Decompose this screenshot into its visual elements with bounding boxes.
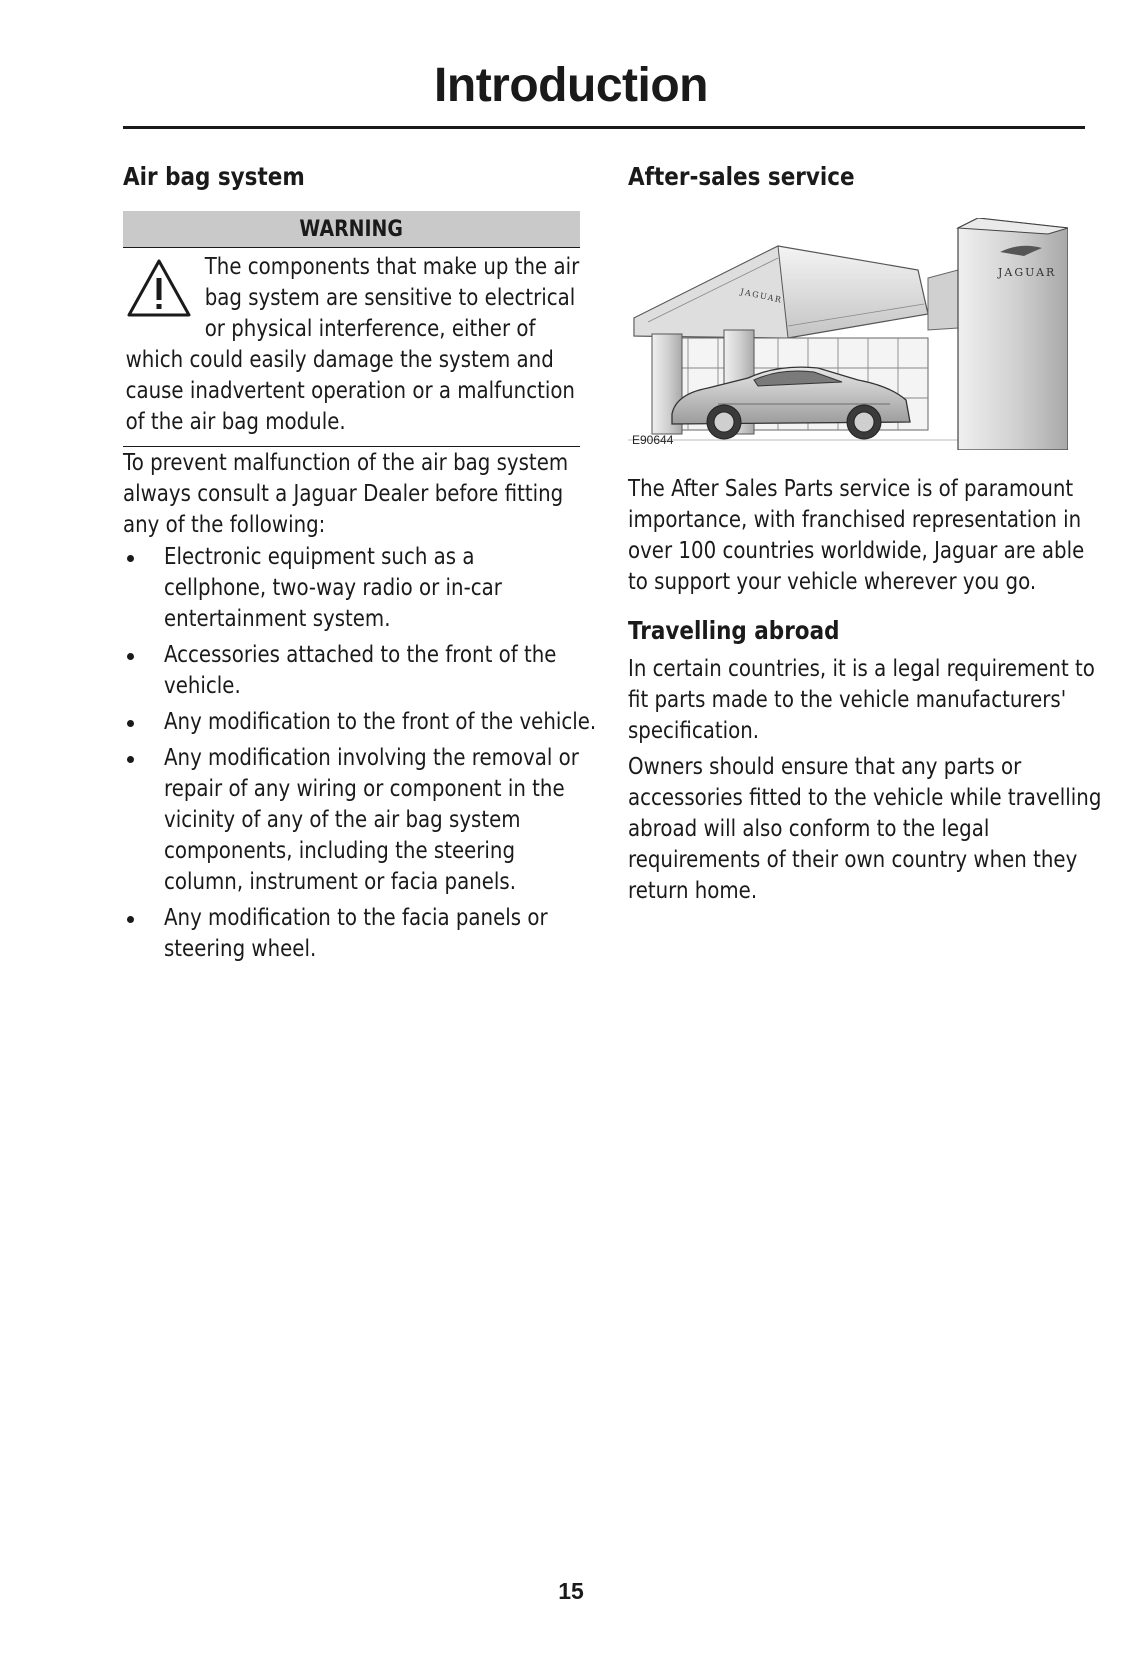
title-divider	[123, 126, 1085, 129]
list-item-text: Any modification to the facia panels or steering wheel.	[164, 905, 548, 962]
warning-text-line: or physical interference, either of	[204, 316, 536, 342]
warning-text-line: which could easily damage the system and	[125, 347, 554, 373]
intro-line: any of the following:	[123, 512, 326, 538]
travel-paragraph-2	[628, 752, 1102, 907]
travel-paragraph-1	[628, 654, 1095, 747]
bullet-dot	[127, 720, 134, 727]
warning-header	[123, 211, 580, 248]
paragraph-line: return home.	[628, 878, 758, 904]
list-item-text: Accessories attached to the front of the vehicle.	[164, 642, 557, 699]
paragraph-line: importance, with franchised representation in	[628, 507, 1082, 533]
warning-text-line: of the air bag module.	[125, 409, 346, 435]
paragraph-line: fit parts made to the vehicle manufacturers'	[628, 687, 1067, 713]
bullet-dot	[127, 555, 134, 562]
paragraph-line: specification.	[628, 718, 760, 744]
list-item-text: Electronic equipment such as a cellphone, two-way radio or in-car entertainment system.	[164, 544, 502, 632]
warning-text-line: cause inadvertent operation or a malfunction	[125, 378, 575, 404]
warning-text-line: bag system are sensitive to electrical	[204, 285, 576, 311]
sign-brand-text: JAGUAR	[998, 266, 1057, 279]
paragraph-line: over 100 countries worldwide, Jaguar are able	[628, 538, 1085, 564]
dealership-illustration	[628, 218, 1068, 450]
paragraph-line: requirements of their own country when they	[628, 847, 1078, 873]
bullet-dot	[127, 916, 134, 923]
paragraph-line: Owners should ensure that any parts or	[628, 754, 1022, 780]
paragraph-line: The After Sales Parts service is of paramount	[628, 476, 1074, 502]
travelling-abroad-heading: Travelling abroad	[628, 616, 840, 645]
list-item	[123, 542, 580, 635]
paragraph-line: abroad will also conform to the legal	[628, 816, 990, 842]
paragraph-line: In certain countries, it is a legal requirement to	[628, 656, 1095, 682]
air-bag-heading: Air bag system	[123, 162, 305, 191]
illustration-caption: E90644	[632, 433, 674, 447]
warning-body	[123, 248, 580, 447]
list-item	[123, 903, 580, 965]
page-number: 15	[558, 1578, 584, 1604]
list-item	[123, 640, 580, 702]
air-bag-intro	[123, 448, 580, 541]
warning-label: WARNING	[299, 216, 404, 242]
list-item-text: Any modification involving the removal or repair of any wiring or component in the vicinity of any of the air bag system components, including the steering column, instrument or facia panels.	[164, 745, 579, 895]
list-item	[123, 707, 597, 738]
after-sales-paragraph	[628, 474, 1088, 598]
intro-line: To prevent malfunction of the air bag system	[123, 450, 569, 476]
warning-box	[123, 211, 580, 447]
intro-line: always consult a Jaguar Dealer before fitting	[123, 481, 564, 507]
bullet-list	[123, 542, 597, 970]
paragraph-line: to support your vehicle wherever you go.	[628, 569, 1037, 595]
warning-text-line: The components that make up the air	[204, 254, 580, 280]
after-sales-heading: After-sales service	[628, 162, 855, 191]
page-title: Introduction	[434, 59, 708, 112]
bullet-dot	[127, 756, 134, 763]
bullet-dot	[127, 653, 134, 660]
paragraph-line: accessories fitted to the vehicle while travelling	[628, 785, 1102, 811]
canopy-brand-text: JAGUAR	[739, 287, 784, 305]
list-item-text: Any modification to the front of the vehicle.	[164, 709, 597, 735]
list-item	[123, 743, 580, 898]
